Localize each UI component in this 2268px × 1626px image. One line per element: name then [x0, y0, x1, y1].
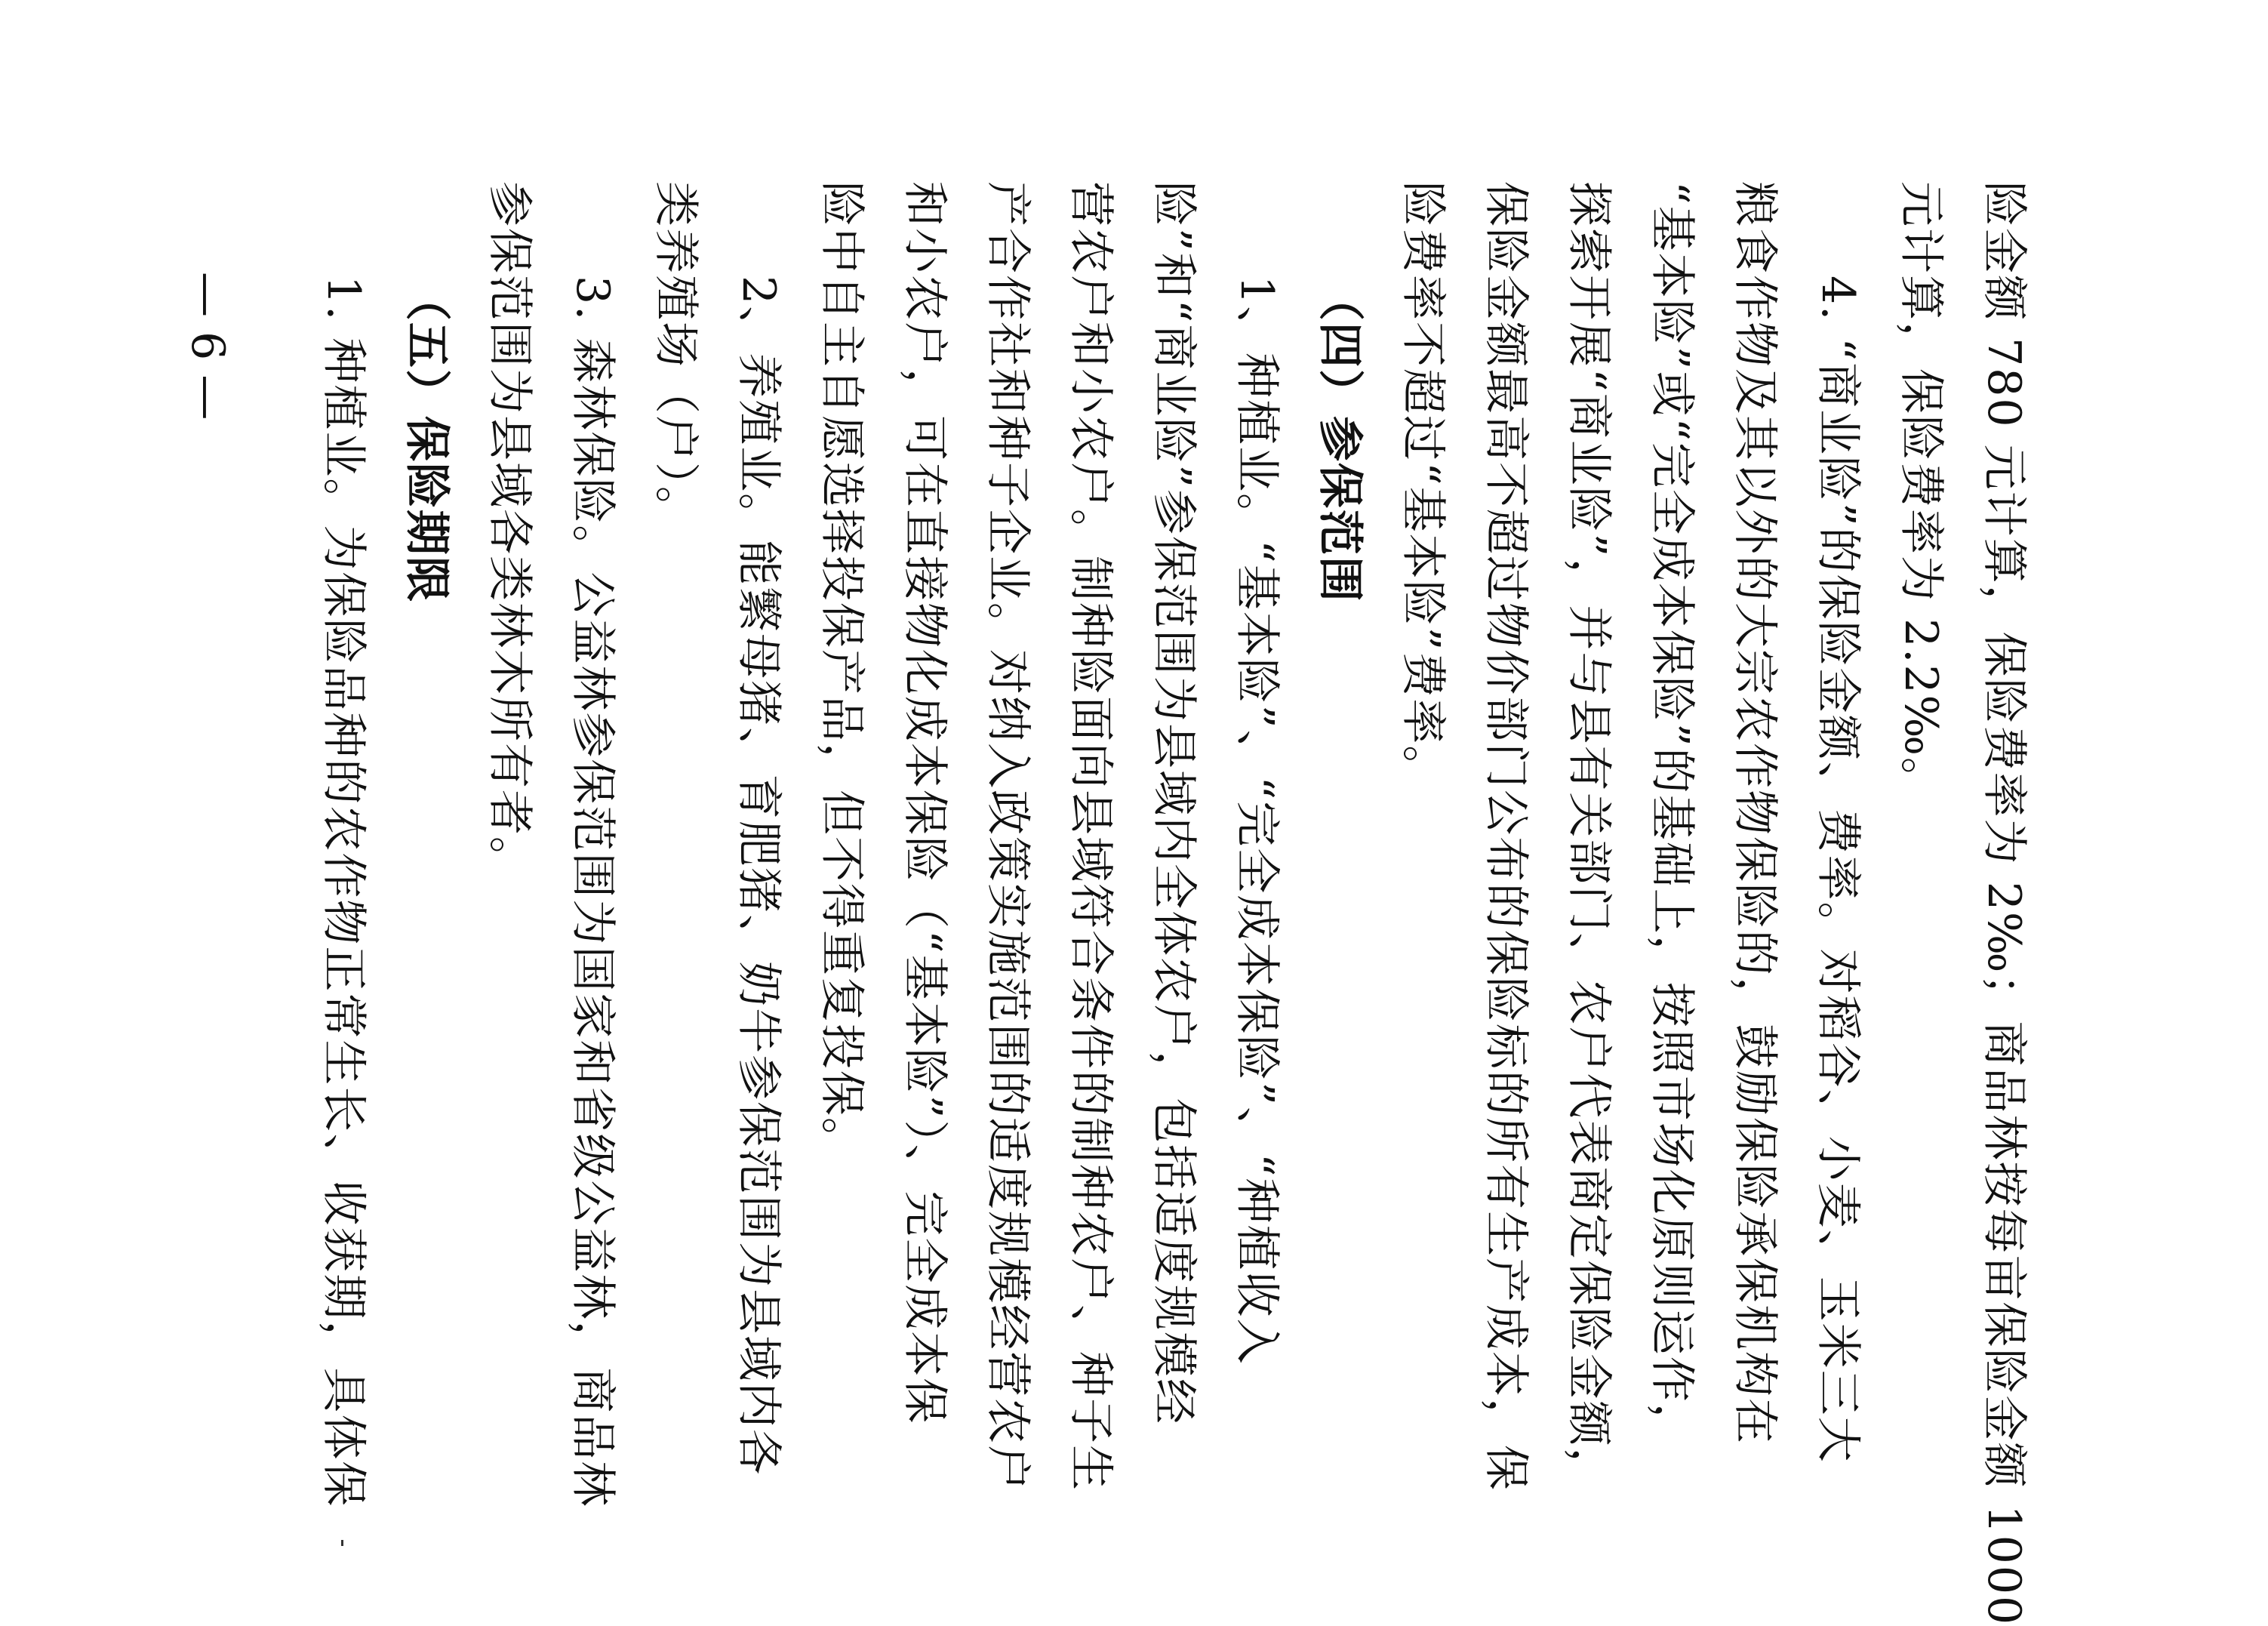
text-line-12: 营农户和小农户。制种险面向县域符合条件的制种农户、种子生 [1064, 181, 1117, 1492]
text-line-2: 元计算，保险费率为 2.2‰。 [1894, 181, 1947, 804]
scan-mark [341, 1540, 343, 1546]
text-line-1: 险金额 780 元计算，保险费率为 2‰；商品林按每亩保险金额 1000 [1977, 181, 2030, 1626]
text-line-5: “基本险”或“完全成本保险”的基础上，按照市场化原则运作， [1645, 181, 1698, 1450]
rotated-text-block [317, 181, 2045, 1626]
section-heading-4: （四）参保范围 [1313, 276, 1366, 603]
page-number: — 6 — [181, 272, 234, 420]
text-line-15: 险中自主自愿选择投保产品，但不得重复投保。 [815, 181, 868, 1164]
section-heading-5: （五）保险期限 [400, 276, 453, 603]
text-line-7: 保险金额最高不超过物价部门公布的保险标的所有生产成本，保 [1479, 181, 1532, 1492]
text-line-6: 探索开展“商业险”，并与县有关部门、农户代表商定保险金额， [1562, 181, 1615, 1495]
text-line-3: 4. “商业险”的保险金额、费率。对稻谷、小麦、玉米三大 [1811, 276, 1864, 1464]
body-text-area [317, 181, 2045, 1626]
text-line-17: 类养殖场（户）。 [649, 181, 702, 533]
text-line-10: 1、种植业。“基本险”、“完全成本保险”、“种植收入 [1230, 276, 1283, 1366]
text-line-21: 1. 种植业。为保险品种的农作物正常生长、收获期，具体保 [317, 276, 370, 1508]
text-line-19: 参保范围为县域各类林木所有者。 [483, 181, 536, 883]
text-line-4: 粮食作物及其以外的大宗农作物保险的，鼓励保险承保机构在 [1728, 181, 1781, 1445]
text-line-14: 和小农户，可在直接物化成本保险（“基本险”）、完全成本保 [898, 181, 951, 1425]
text-line-16: 2、养殖业。能繁母猪、育肥猪、奶牛参保范围为县域内各 [732, 276, 785, 1477]
text-line-13: 产合作社和种子企业。对纳入政策实施范围的适度规模经营农户 [981, 181, 1034, 1492]
text-line-18: 3. 森林保险。公益林参保范围为国家和省级公益林，商品林 [566, 276, 619, 1508]
text-line-11: 险”和“商业险”参保范围为县域内全体农户，包括适度规模经 [1147, 181, 1200, 1426]
text-line-8: 险费率不超过“基本险”费率。 [1396, 181, 1449, 793]
